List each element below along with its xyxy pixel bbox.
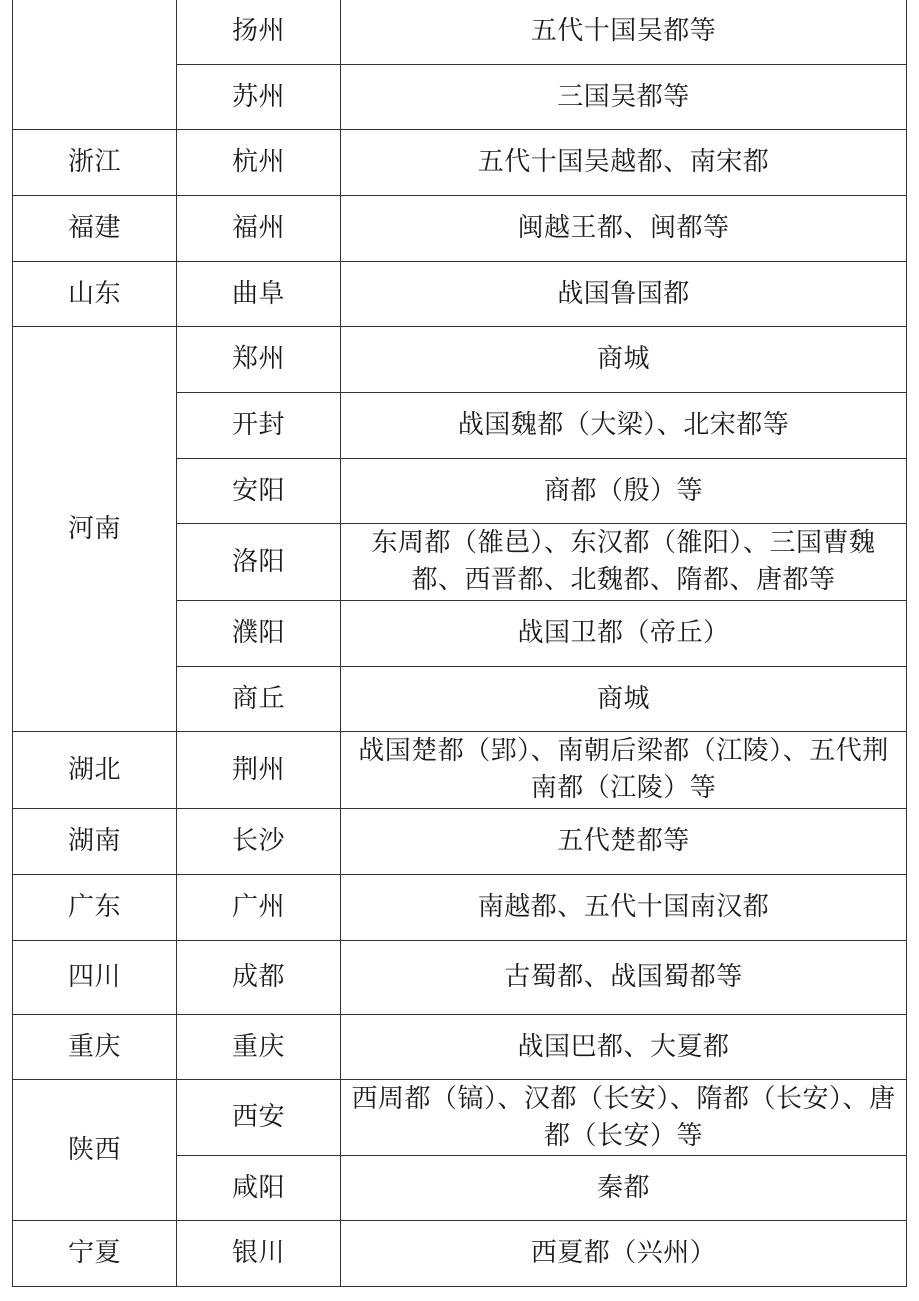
- table-row: [13, 262, 907, 327]
- province-cell: 宁夏: [13, 1221, 177, 1287]
- table-row: [13, 941, 907, 1015]
- province-cell: 湖北: [13, 732, 177, 809]
- city-cell: 郑州: [177, 327, 341, 393]
- city-cell: 重庆: [177, 1015, 341, 1080]
- capital-desc-cell: 商城: [341, 327, 907, 393]
- table-row: [13, 1221, 907, 1287]
- capital-desc-cell: 战国巴都、大夏都: [341, 1015, 907, 1080]
- capital-desc-cell: 战国魏都（大梁）、北宋都等: [341, 393, 907, 459]
- table-row: [13, 327, 907, 393]
- city-cell: 安阳: [177, 459, 341, 524]
- capital-desc-cell: 闽越王都、闽都等: [341, 196, 907, 262]
- city-cell: 曲阜: [177, 262, 341, 327]
- province-cell: 四川: [13, 941, 177, 1015]
- table-row: [13, 809, 907, 875]
- city-cell: 成都: [177, 941, 341, 1015]
- city-cell: 西安: [177, 1080, 341, 1156]
- capital-desc-cell: 秦都: [341, 1156, 907, 1221]
- province-cell: 湖南: [13, 809, 177, 875]
- capital-desc-cell: 南越都、五代十国南汉都: [341, 875, 907, 941]
- capital-desc-cell: 东周都（雒邑）、东汉都（雒阳）、三国曹魏都、西晋都、北魏都、隋都、唐都等: [341, 524, 907, 601]
- province-cell: 河南: [13, 327, 177, 732]
- capital-desc-cell: 西周都（镐）、汉都（长安）、隋都（长安）、唐都（长安）等: [341, 1080, 907, 1156]
- city-cell: 荆州: [177, 732, 341, 809]
- capital-desc-cell: 古蜀都、战国蜀都等: [341, 941, 907, 1015]
- capital-desc-cell: 三国吴都等: [341, 65, 907, 130]
- capital-desc-cell: 战国鲁国都: [341, 262, 907, 327]
- city-cell: 广州: [177, 875, 341, 941]
- table-row: [13, 1015, 907, 1080]
- province-cell: [13, 0, 177, 130]
- ancient-capitals-table: [12, 0, 907, 1287]
- province-cell: 重庆: [13, 1015, 177, 1080]
- city-cell: 濮阳: [177, 601, 341, 667]
- table-row: [13, 196, 907, 262]
- capital-desc-cell: 西夏都（兴州）: [341, 1221, 907, 1287]
- city-cell: 扬州: [177, 0, 341, 65]
- capital-desc-cell: 五代楚都等: [341, 809, 907, 875]
- capital-desc-cell: 商城: [341, 667, 907, 732]
- city-cell: 苏州: [177, 65, 341, 130]
- capital-desc-cell: 五代十国吴越都、南宋都: [341, 130, 907, 196]
- table-row: [13, 1080, 907, 1156]
- city-cell: 杭州: [177, 130, 341, 196]
- table-row: [13, 130, 907, 196]
- province-cell: 广东: [13, 875, 177, 941]
- province-cell: 陕西: [13, 1080, 177, 1221]
- table-row: [13, 732, 907, 809]
- city-cell: 咸阳: [177, 1156, 341, 1221]
- province-cell: 山东: [13, 262, 177, 327]
- capital-desc-cell: 商都（殷）等: [341, 459, 907, 524]
- capital-desc-cell: 战国卫都（帝丘）: [341, 601, 907, 667]
- city-cell: 开封: [177, 393, 341, 459]
- city-cell: 银川: [177, 1221, 341, 1287]
- capital-desc-cell: 战国楚都（郢）、南朝后梁都（江陵）、五代荆南都（江陵）等: [341, 732, 907, 809]
- capital-desc-cell: 五代十国吴都等: [341, 0, 907, 65]
- table-row: [13, 0, 907, 65]
- city-cell: 商丘: [177, 667, 341, 732]
- province-cell: 浙江: [13, 130, 177, 196]
- table-row: [13, 875, 907, 941]
- city-cell: 长沙: [177, 809, 341, 875]
- city-cell: 福州: [177, 196, 341, 262]
- city-cell: 洛阳: [177, 524, 341, 601]
- province-cell: 福建: [13, 196, 177, 262]
